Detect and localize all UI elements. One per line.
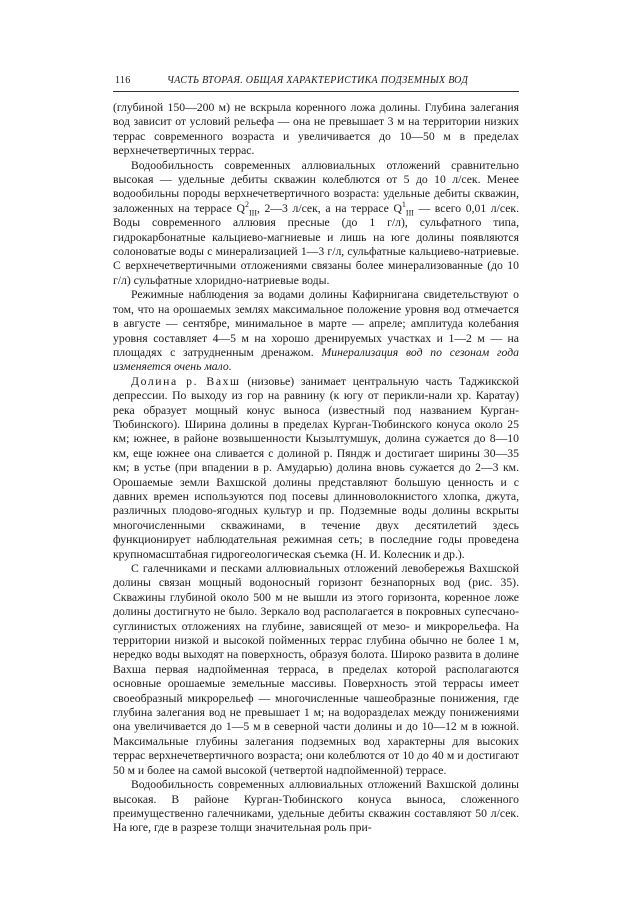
running-title: ЧАСТЬ ВТОРАЯ. ОБЩАЯ ХАРАКТЕРИСТИКА ПОДЗЕМНЫХ ВОД xyxy=(167,75,469,86)
paragraph-regime-observations: Режимные наблюдения за водами долины Кафирнигана свидетельствуют о том, что на орошаемых землях максимальное положение уровня вод отмечается в августе — сентябре, минимальное в марте — апреле; амплитуда колебания уровня составляет 4—5 м на хорошо дренируемых участках и 1—2 м — на площадях с затрудненным дренажом. Минерализация вод по сезонам года изменяется очень мало. xyxy=(113,288,519,374)
page-number: 116 xyxy=(115,75,131,86)
paragraph-vakhsh-valley: Долина р. Вахш (низовье) занимает центральную часть Таджикской депрессии. По выходу из гор на равнину (к югу от перикли-нали хр. Каратау) река образует мощный конус выноса (известный под названием Курган-Тюбинского). Ширина долины в пределах Курган-Тюбинского конуса около 25 км; южнее, в районе возвышенности Кызылтумшук, долина сужается до 8—10 км, еще южнее она сливается с долиной р. Пяндж и достигает ширины 30—35 км; в устье (при впадении в р. Амударью) долина вновь сужается до 2—3 км. Орошаемые земли Вахшской долины представляют большую ценность и с давних времен используются под посевы длинноволокнистого хлопка, джута, различных плодово-ягодных культур и пр. Подземные воды долины вскрыты многочисленными скважинами, в течение двух десятилетий здесь функционирует наблюдательная режимная сеть; в последние годы проведена крупномасштабная гидрогеологическая съемка (Н. И. Колесник и др.). xyxy=(113,374,519,561)
terrace-subscript: III xyxy=(405,208,414,218)
page-header xyxy=(115,75,515,89)
italic-sentence: Минерализация вод по сезонам года изменяется очень мало. xyxy=(113,345,519,374)
terrace-subscript: III xyxy=(249,208,257,218)
paragraph-vakhsh-water-yield: Водообильность современных аллювиальных отложений Вахшской долины высокая. В районе Курган-Тюбинского конуса выноса, сложенного преимущественно галечниками, удельные дебиты скважин составляют 50 л/сек. На юге, где в разрезе толщи значительная роль при- xyxy=(113,778,519,835)
paragraph-water-yield: Водообильность современных аллювиальных отложений сравнительно высокая — удельные дебиты скважин колеблются от 5 до 10 л/сек. Менее водообильны породы верхнечетвертичного возраста: удельные дебиты скважин, заложенных на террасе $Q^2_{III}$, 2—3 л/сек, а на террасе $Q^1_{III}$ — всего 0,01 л/сек. Воды современного аллювия пресные (до 1 г/л), сульфатного типа, гидрокарбонатные кальциево-магниевые и лишь на юге долины появляются солоноватые воды с минерализацией 1—3 г/л, сульфатные кальциево-натриевые. С верхнечетвертичными отложениями связаны более минерализованные (до 10 г/л) сульфатные хлоридно-натриевые воды. xyxy=(113,158,519,287)
body-text xyxy=(113,101,519,836)
paragraph-aquifer: С галечниками и песками аллювиальных отложений левобережья Вахшской долины связан мощный водоносный горизонт безнапорных вод (рис. 35). Скважины глубиной около 500 м не вышли из этого горизонта, коренное ложе долины достигнуто не было. Зеркало вод располагается в покровных супесчано-суглинистых отложениях на глубине, зависящей от мезо- и микрорельефа. На территории низкой и высокой пойменных террас глубина обычно не более 1 м, нередко воды выходят на поверхность, образуя болота. Широко развита в долине Вахша первая надпойменная терраса, в пределах которой располагаются основные орошаемые земельные массивы. Поверхность этой террасы имеет своеобразный микрорельеф — многочисленные чашеобразные понижения, где глубина залегания вод не превышает 1 м; на водоразделах между понижениями она увеличивается до 1—5 м в северной части долины и до 10—12 м в южной. Максимальные глубины залегания подземных вод характерны для высоких террас верхнечетвертичного возраста; они колеблются от 10 до 40 м и достигают 50 м и более на самой высокой (четвертой надпойменной) террасе. xyxy=(113,562,519,777)
spaced-heading: Долина р. Вахш xyxy=(131,374,241,388)
terrace-superscript: 1 xyxy=(401,199,406,209)
terrace-superscript: 2 xyxy=(245,199,249,209)
paragraph-continuation: (глубиной 150—200 м) не вскрыла коренного ложа долины. Глубина залегания вод зависит от условий рельефа — она не превышает 3 м на территории низких террас современного возраста и увеличивается до 10—50 м в пределах верхнечетвертичных террас. xyxy=(113,101,519,158)
header-rule xyxy=(113,91,519,92)
